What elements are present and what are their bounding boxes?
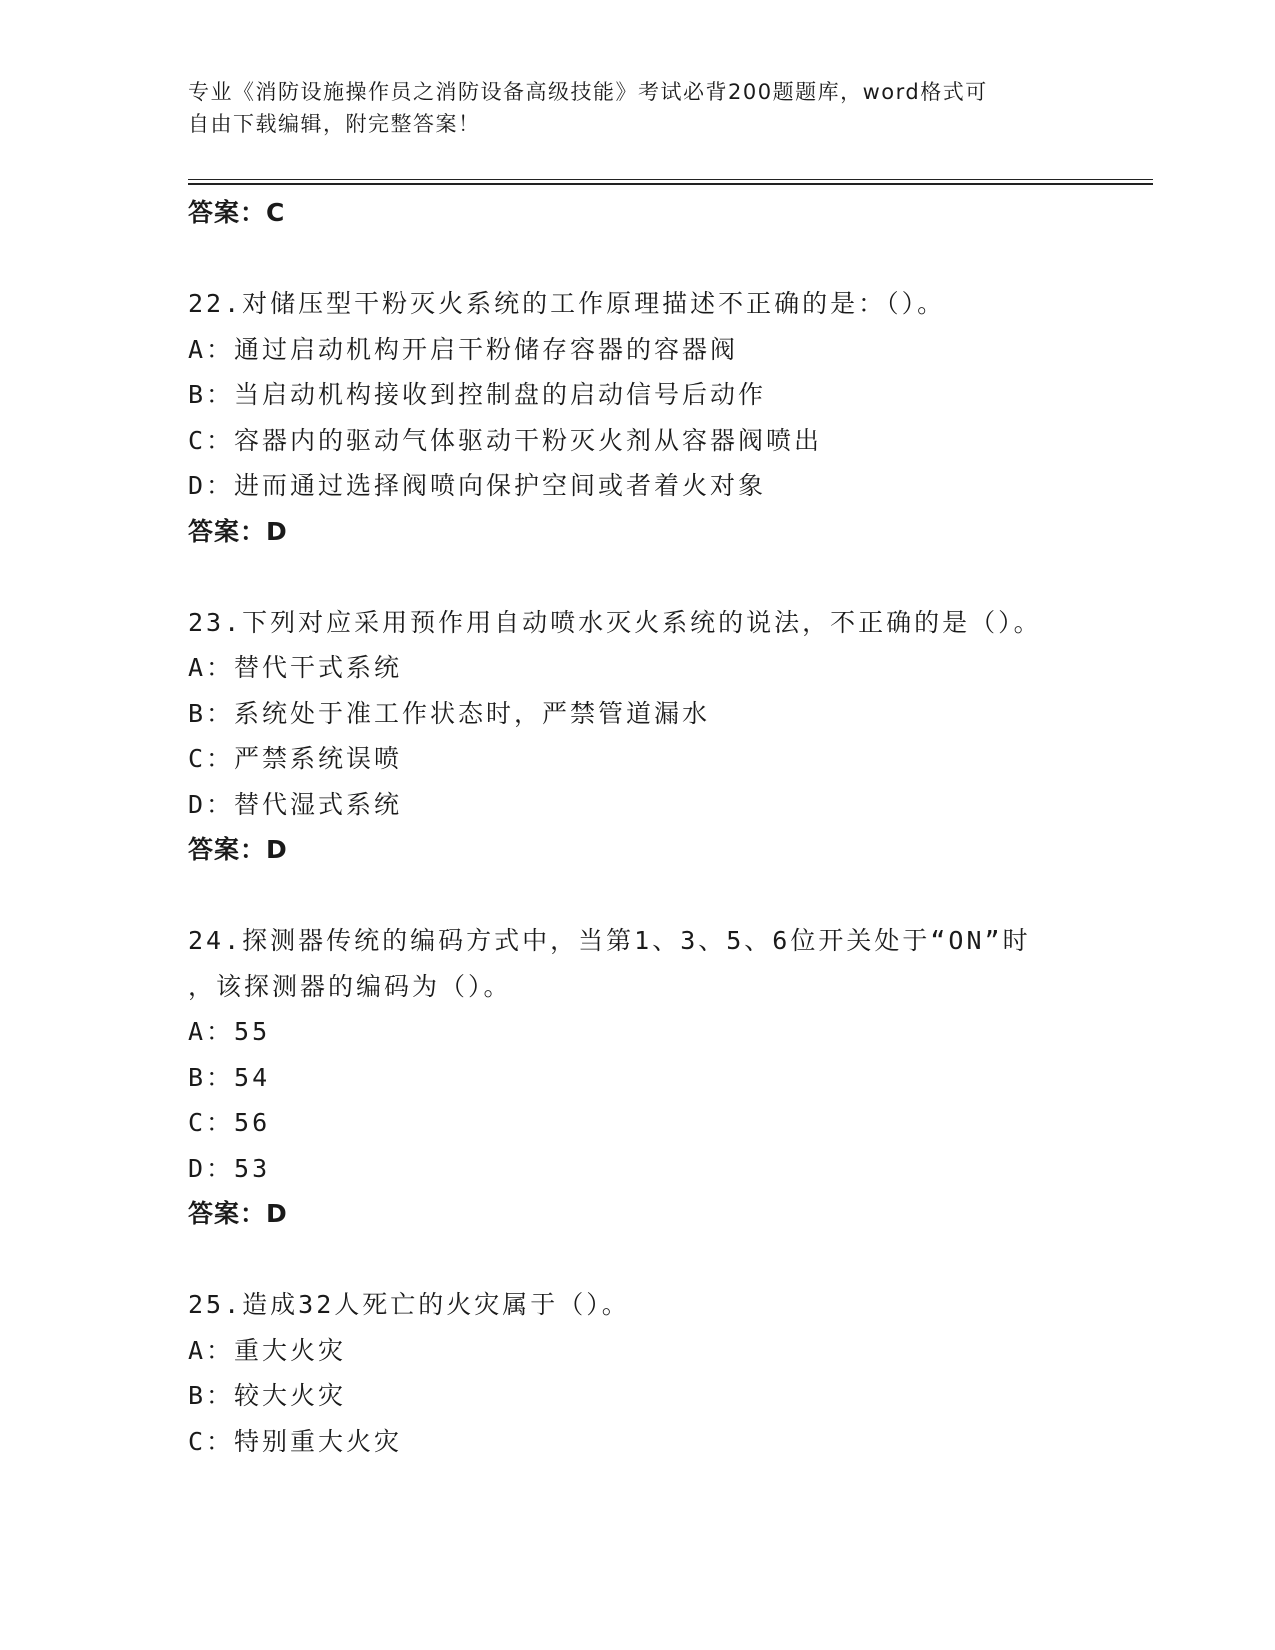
question-25 — [188, 1282, 1088, 1464]
question-stem: 22.对储压型干粉灭火系统的工作原理描述不正确的是：（）。 — [188, 289, 946, 318]
option-b: B：当启动机构接收到控制盘的启动信号后动作 — [188, 380, 767, 409]
option-b: B：系统处于准工作状态时，严禁管道漏水 — [188, 698, 711, 728]
option-a: A：55 — [188, 1017, 271, 1046]
option-c: C：特别重大火灾 — [188, 1426, 403, 1456]
question-23 — [188, 600, 1088, 873]
question-stem: 24.探测器传统的编码方式中，当第1、3、5、6位开关处于“ON”时 — [188, 926, 1031, 955]
question-24 — [188, 918, 1088, 1237]
option-a: A：重大火灾 — [188, 1335, 347, 1365]
question-stem: 23.下列对应采用预作用自动喷水灭火系统的说法，不正确的是（）。 — [188, 607, 1042, 637]
answer: 答案：D — [188, 1199, 288, 1228]
header-divider-thin — [188, 179, 1153, 180]
option-d: D：53 — [188, 1153, 271, 1183]
spacer — [188, 554, 1088, 600]
question-stem: 25.造成32人死亡的火灾属于（）。 — [188, 1290, 630, 1319]
option-d: D：进而通过选择阀喷向保护空间或者着火对象 — [188, 471, 767, 500]
question-stem-continued: ，该探测器的编码为（）。 — [188, 971, 512, 1001]
question-22 — [188, 281, 1088, 554]
option-d: D：替代湿式系统 — [188, 789, 403, 819]
previous-answer: 答案：C — [188, 198, 286, 227]
answer: 答案：D — [188, 516, 288, 546]
option-b: B：较大火灾 — [188, 1381, 347, 1410]
spacer — [188, 236, 1088, 282]
header-divider-thick — [188, 183, 1153, 185]
option-b: B：54 — [188, 1062, 271, 1092]
answer: 答案：D — [188, 835, 288, 864]
document-body — [188, 190, 1088, 1464]
option-c: C：严禁系统误喷 — [188, 744, 403, 773]
header-line-1: 专业《消防设施操作员之消防设备高级技能》考试必背200题题库，word格式可 — [188, 80, 988, 104]
option-a: A：通过启动机构开启干粉储存容器的容器阀 — [188, 334, 739, 364]
spacer — [188, 1237, 1088, 1283]
spacer — [188, 873, 1088, 919]
option-a: A：替代干式系统 — [188, 653, 403, 682]
document-header — [188, 76, 1068, 140]
header-line-2: 自由下载编辑，附完整答案！ — [188, 112, 481, 136]
option-c: C：容器内的驱动气体驱动干粉灭火剂从容器阀喷出 — [188, 425, 823, 455]
option-c: C：56 — [188, 1108, 271, 1137]
